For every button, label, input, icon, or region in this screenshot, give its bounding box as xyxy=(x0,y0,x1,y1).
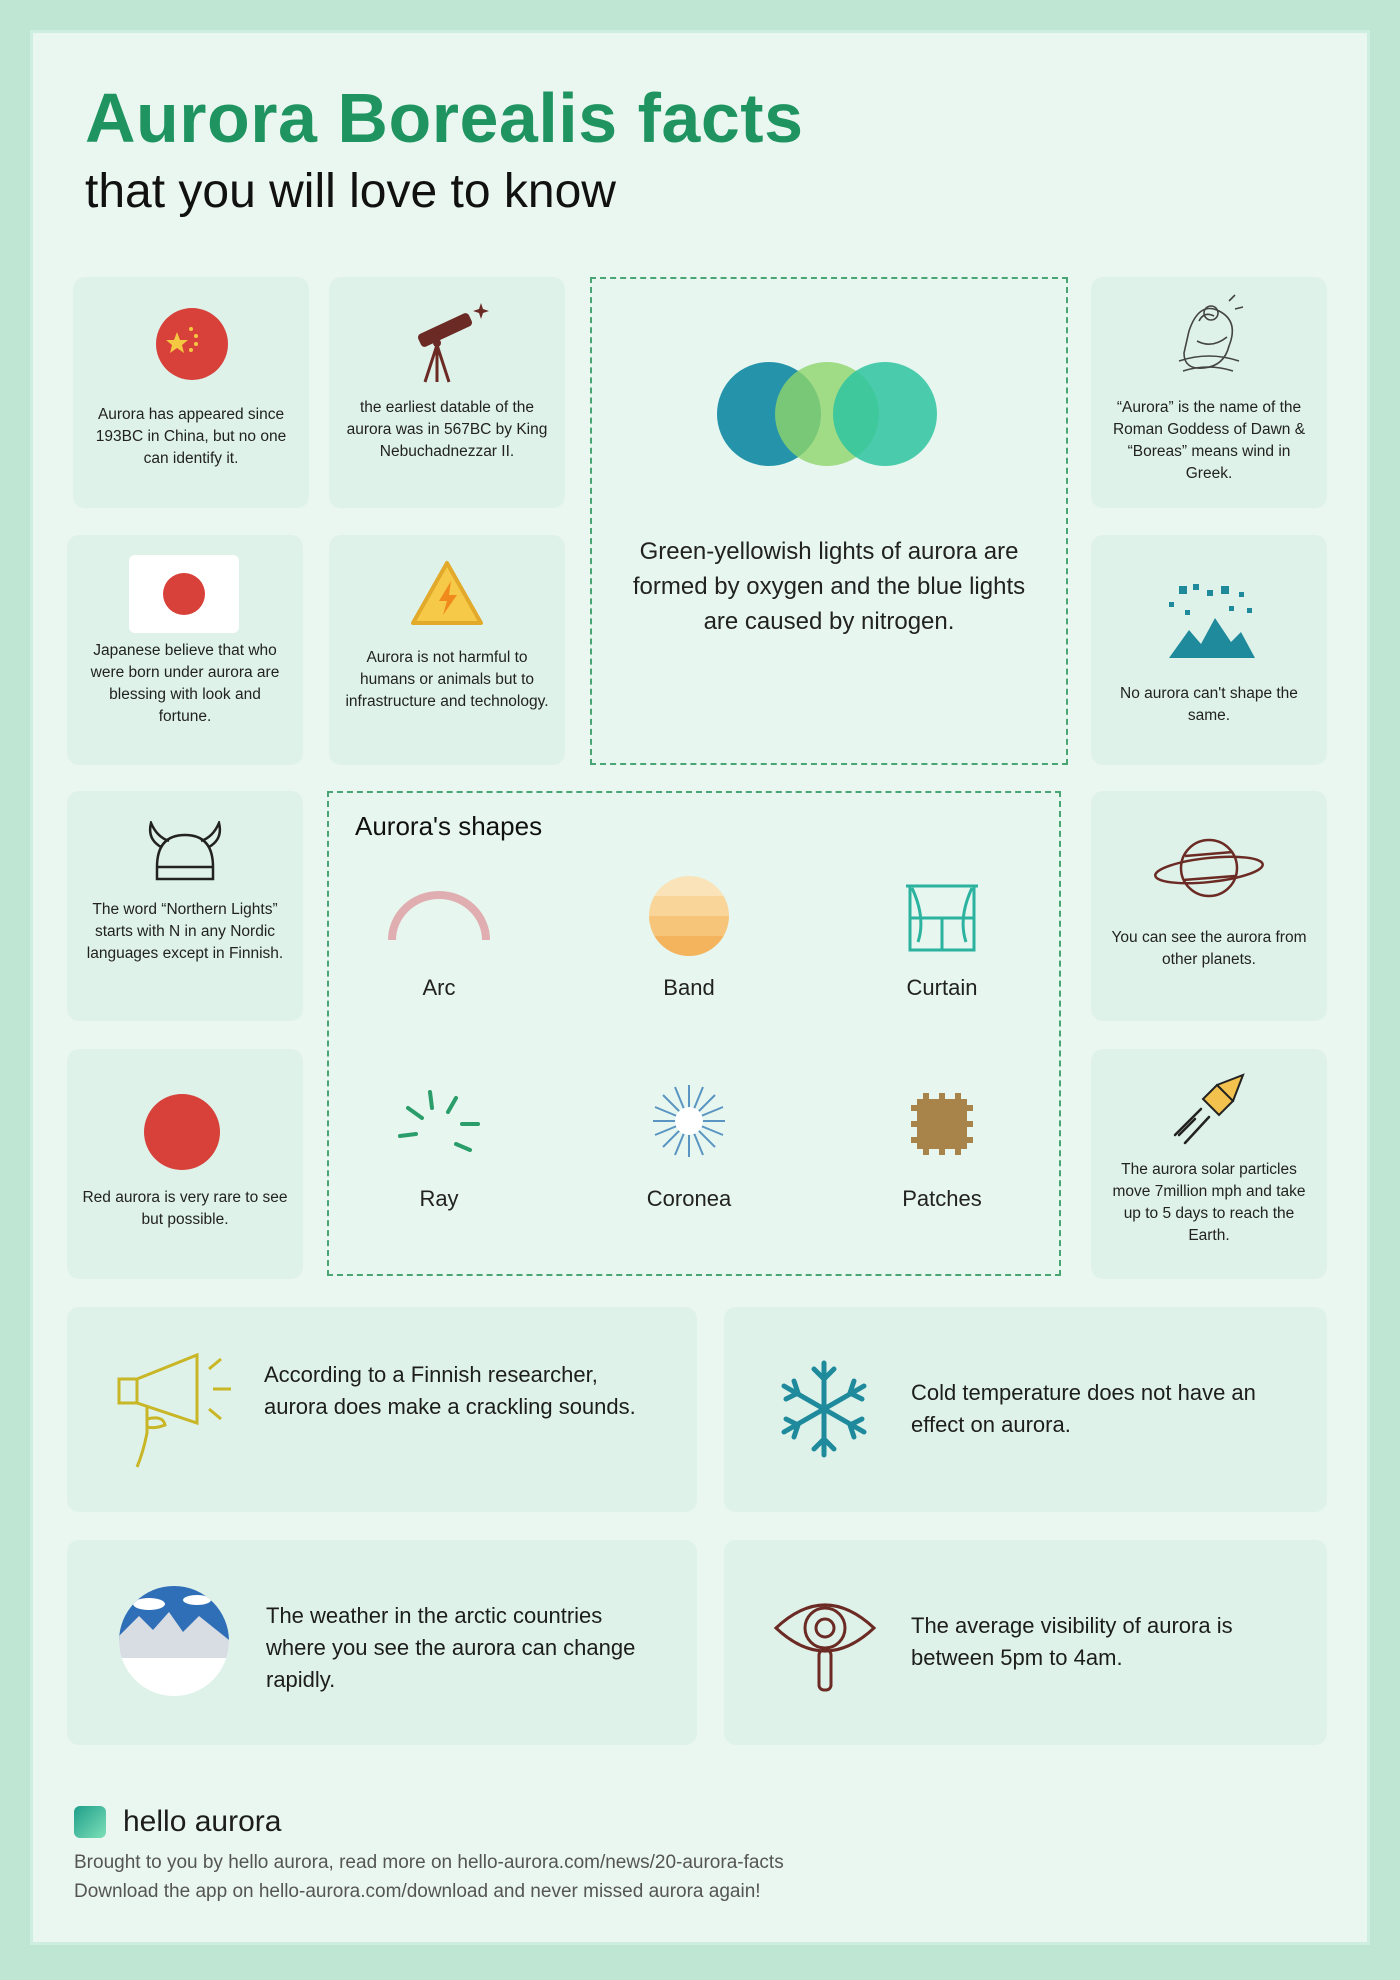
shape-label-band: Band xyxy=(663,975,715,1000)
fact-text: the earliest datable of the aurora was in 567BC by King Nebuchadnezzar II. xyxy=(346,399,548,460)
coronea-shape-icon xyxy=(651,1083,727,1159)
fact-text: Aurora has appeared since 193BC in China, but no one can identify it. xyxy=(95,406,287,467)
telescope-icon xyxy=(407,297,491,387)
fact-card-northern xyxy=(67,791,303,1021)
wide-fact-text: The weather in the arctic countries where you see the aurora can change rapidly. xyxy=(266,1603,636,1692)
goddess-illustration-icon xyxy=(1169,291,1253,387)
wide-fact-text: The average visibility of aurora is between 5pm to 4am. xyxy=(911,1613,1233,1670)
fact-card-roman xyxy=(1091,277,1327,508)
venn-circles-icon xyxy=(717,359,937,469)
fact-text: Japanese believe that who were born under aurora are blessing with look and fortune. xyxy=(90,642,280,725)
fact-card-finnish xyxy=(67,1307,697,1512)
fact-text: The word “Northern Lights” starts with N in any Nordic languages except in Finnish. xyxy=(86,901,284,962)
hello-aurora-logo-icon xyxy=(74,1806,106,1838)
fact-text: You can see the aurora from other planets. xyxy=(1111,929,1307,968)
fact-card-weather xyxy=(67,1540,697,1745)
center-fact-box xyxy=(590,277,1068,765)
page-title: Aurora Borealis facts xyxy=(85,79,804,157)
wide-fact-text: Cold temperature does not have an effect on aurora. xyxy=(911,1380,1256,1437)
curtain-shape-icon xyxy=(904,878,980,954)
shape-label-arc: Arc xyxy=(422,975,456,1000)
fact-card-planets xyxy=(1091,791,1327,1021)
shape-label-patches: Patches xyxy=(902,1186,982,1211)
fact-card-cold xyxy=(724,1307,1327,1512)
aurora-mountain-icon xyxy=(1159,580,1259,660)
ray-shape-icon xyxy=(394,1088,484,1158)
planet-icon xyxy=(1153,836,1265,900)
aurora-shapes-box xyxy=(327,791,1061,1276)
eye-icon xyxy=(772,1588,878,1694)
footer-line-2: Download the app on hello-aurora.com/download and never missed aurora again! xyxy=(74,1881,761,1902)
warning-lightning-icon xyxy=(409,559,485,629)
red-circle-icon xyxy=(144,1094,220,1170)
brand-name: hello aurora xyxy=(123,1805,282,1838)
fact-text: Aurora is not harmful to humans or animals but to infrastructure and technology. xyxy=(345,649,549,710)
shape-label-ray: Ray xyxy=(419,1186,459,1211)
center-fact-text: Green-yellowish lights of aurora are formed by oxygen and the blue lights are caused by nitrogen. xyxy=(632,538,1026,635)
band-shape-icon xyxy=(649,876,729,956)
viking-helmet-icon xyxy=(143,821,227,883)
shape-label-curtain: Curtain xyxy=(906,975,978,1000)
fact-text: Red aurora is very rare to see but possible. xyxy=(82,1189,288,1228)
china-flag-icon xyxy=(155,307,229,381)
snowflake-icon xyxy=(774,1359,874,1459)
fact-card-harmless xyxy=(329,535,565,765)
rocket-icon xyxy=(1171,1071,1247,1147)
shapes-title: Aurora's shapes xyxy=(355,811,543,841)
patches-shape-icon xyxy=(909,1091,975,1157)
fact-card-earliest xyxy=(329,277,565,508)
fact-card-japan xyxy=(67,535,303,765)
japan-flag-icon xyxy=(129,555,239,633)
fact-card-solar xyxy=(1091,1049,1327,1279)
shape-label-coronea: Coronea xyxy=(646,1186,732,1211)
megaphone-icon xyxy=(107,1349,237,1469)
fact-text: No aurora can't shape the same. xyxy=(1120,685,1298,724)
arc-shape-icon xyxy=(384,888,494,943)
fact-card-china xyxy=(73,277,309,508)
fact-card-red xyxy=(67,1049,303,1279)
arctic-landscape-icon xyxy=(119,1586,229,1696)
fact-text: The aurora solar particles move 7million mph and take up to 5 days to reach the Earth. xyxy=(1112,1161,1306,1244)
fact-text: “Aurora” is the name of the Roman Goddess of Dawn & “Boreas” means wind in Greek. xyxy=(1112,399,1306,482)
page-subtitle: that you will love to know xyxy=(85,165,616,218)
fact-card-shape-same xyxy=(1091,535,1327,765)
wide-fact-text: According to a Finnish researcher, aurora does make a crackling sounds. xyxy=(264,1362,636,1419)
footer-line-1: Brought to you by hello aurora, read more on hello-aurora.com/news/20-aurora-facts xyxy=(74,1852,784,1873)
fact-card-visibility xyxy=(724,1540,1327,1745)
